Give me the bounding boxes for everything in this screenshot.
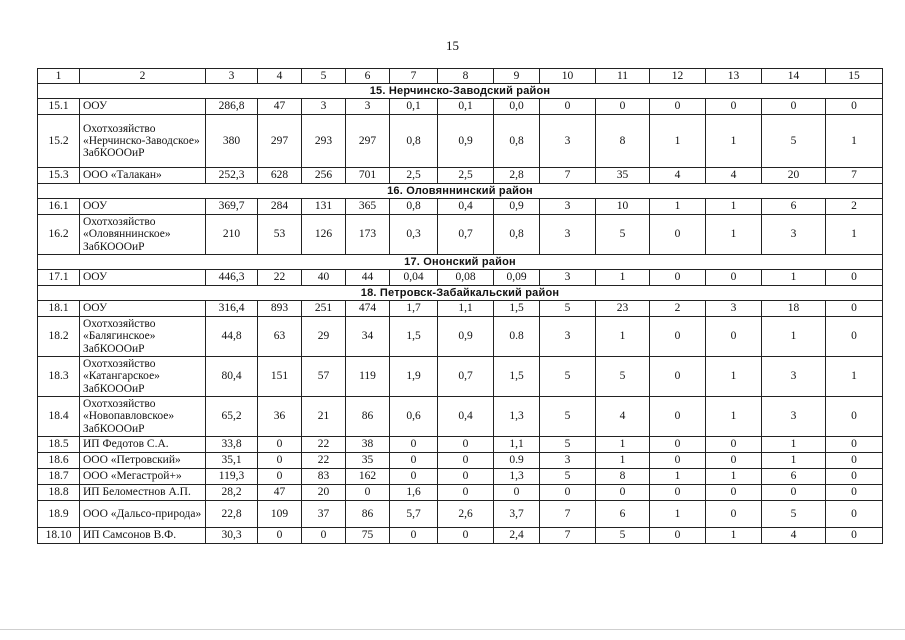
value-cell: 86 [346, 501, 390, 528]
value-cell: 0,8 [390, 199, 438, 215]
value-cell: 0,08 [438, 270, 494, 286]
value-cell: 3,7 [494, 501, 540, 528]
section-header-row [38, 255, 883, 270]
table-row [38, 528, 883, 544]
value-cell: 1 [596, 270, 650, 286]
header-cell: 5 [302, 69, 346, 84]
value-cell: 83 [302, 469, 346, 485]
section-header-row [38, 84, 883, 99]
value-cell: 20 [302, 485, 346, 501]
value-cell: 10 [596, 199, 650, 215]
value-cell: 0 [258, 469, 302, 485]
value-cell: 4 [596, 397, 650, 437]
value-cell: 1 [596, 437, 650, 453]
header-cell: 14 [762, 69, 826, 84]
value-cell: 297 [258, 115, 302, 168]
row-number-cell: 18.1 [38, 301, 80, 317]
value-cell: 3 [762, 357, 826, 397]
value-cell: 1 [706, 215, 762, 255]
data-table [37, 68, 883, 544]
value-cell: 0 [540, 485, 596, 501]
value-cell: 0 [826, 501, 883, 528]
value-cell: 0 [706, 501, 762, 528]
organization-name-cell: ООУ [80, 270, 206, 286]
value-cell: 0,0 [494, 99, 540, 115]
value-cell: 0 [650, 397, 706, 437]
value-cell: 5 [540, 397, 596, 437]
value-cell: 297 [346, 115, 390, 168]
header-cell: 3 [206, 69, 258, 84]
value-cell: 18 [762, 301, 826, 317]
value-cell: 1,6 [390, 485, 438, 501]
value-cell: 0 [762, 485, 826, 501]
value-cell: 474 [346, 301, 390, 317]
header-cell: 9 [494, 69, 540, 84]
value-cell: 75 [346, 528, 390, 544]
value-cell: 5,7 [390, 501, 438, 528]
value-cell: 1 [826, 215, 883, 255]
value-cell: 0 [596, 485, 650, 501]
value-cell: 1 [762, 453, 826, 469]
value-cell: 0.8 [494, 317, 540, 357]
value-cell: 0,1 [390, 99, 438, 115]
value-cell: 47 [258, 485, 302, 501]
table-row [38, 501, 883, 528]
value-cell: 0 [258, 437, 302, 453]
value-cell: 3 [540, 317, 596, 357]
value-cell: 0 [826, 528, 883, 544]
value-cell: 1 [826, 115, 883, 168]
organization-name-cell: Охотхозяйство «Оловяннинское» ЗабКОООиР [80, 215, 206, 255]
row-number-cell: 15.3 [38, 168, 80, 184]
value-cell: 2,4 [494, 528, 540, 544]
value-cell: 4 [762, 528, 826, 544]
value-cell: 0 [650, 437, 706, 453]
value-cell: 1 [706, 528, 762, 544]
value-cell: 86 [346, 397, 390, 437]
value-cell: 53 [258, 215, 302, 255]
header-cell: 8 [438, 69, 494, 84]
value-cell: 3 [540, 215, 596, 255]
value-cell: 109 [258, 501, 302, 528]
value-cell: 0 [826, 437, 883, 453]
table-row [38, 357, 883, 397]
value-cell: 7 [540, 168, 596, 184]
data-table-container [37, 68, 882, 544]
value-cell: 0 [650, 215, 706, 255]
value-cell: 0 [706, 99, 762, 115]
organization-name-cell: ООО «Дальсо-природа» [80, 501, 206, 528]
value-cell: 20 [762, 168, 826, 184]
value-cell: 0 [650, 357, 706, 397]
value-cell: 1,3 [494, 397, 540, 437]
value-cell: 0 [706, 485, 762, 501]
value-cell: 0 [826, 99, 883, 115]
table-row [38, 437, 883, 453]
value-cell: 3 [346, 99, 390, 115]
value-cell: 1 [596, 317, 650, 357]
table-row [38, 301, 883, 317]
section-title: 18. Петровск-Забайкальский район [38, 286, 883, 301]
value-cell: 0 [826, 317, 883, 357]
value-cell: 22 [258, 270, 302, 286]
value-cell: 0.9 [494, 453, 540, 469]
value-cell: 0,04 [390, 270, 438, 286]
section-header-row [38, 184, 883, 199]
row-number-cell: 15.2 [38, 115, 80, 168]
value-cell: 35 [346, 453, 390, 469]
value-cell: 0 [706, 437, 762, 453]
value-cell: 0 [706, 453, 762, 469]
value-cell: 5 [540, 357, 596, 397]
value-cell: 0 [438, 437, 494, 453]
value-cell: 0 [438, 469, 494, 485]
value-cell: 4 [706, 168, 762, 184]
value-cell: 3 [302, 99, 346, 115]
header-cell: 7 [390, 69, 438, 84]
value-cell: 0 [706, 270, 762, 286]
organization-name-cell: ИП Беломестнов А.П. [80, 485, 206, 501]
value-cell: 1 [650, 115, 706, 168]
table-row [38, 115, 883, 168]
value-cell: 1 [706, 199, 762, 215]
value-cell: 1,7 [390, 301, 438, 317]
value-cell: 1 [596, 453, 650, 469]
organization-name-cell: ООО «Мегастрой+» [80, 469, 206, 485]
value-cell: 1 [762, 437, 826, 453]
value-cell: 0 [390, 528, 438, 544]
value-cell: 2,8 [494, 168, 540, 184]
value-cell: 6 [762, 199, 826, 215]
row-number-cell: 15.1 [38, 99, 80, 115]
value-cell: 5 [540, 301, 596, 317]
header-cell: 13 [706, 69, 762, 84]
organization-name-cell: Охотхозяйство «Новопавловское» ЗабКОООиР [80, 397, 206, 437]
value-cell: 1,5 [494, 301, 540, 317]
header-cell: 10 [540, 69, 596, 84]
value-cell: 3 [540, 453, 596, 469]
value-cell: 57 [302, 357, 346, 397]
value-cell: 369,7 [206, 199, 258, 215]
value-cell: 44,8 [206, 317, 258, 357]
organization-name-cell: Охотхозяйство «Балягинское» ЗабКОООиР [80, 317, 206, 357]
value-cell: 21 [302, 397, 346, 437]
value-cell: 22,8 [206, 501, 258, 528]
value-cell: 151 [258, 357, 302, 397]
value-cell: 1 [650, 199, 706, 215]
value-cell: 131 [302, 199, 346, 215]
row-number-cell: 18.6 [38, 453, 80, 469]
row-number-cell: 18.10 [38, 528, 80, 544]
value-cell: 1 [650, 501, 706, 528]
value-cell: 6 [596, 501, 650, 528]
value-cell: 0 [438, 453, 494, 469]
value-cell: 35 [596, 168, 650, 184]
value-cell: 0,4 [438, 199, 494, 215]
value-cell: 47 [258, 99, 302, 115]
organization-name-cell: ООУ [80, 199, 206, 215]
value-cell: 365 [346, 199, 390, 215]
value-cell: 1 [706, 115, 762, 168]
value-cell: 316,4 [206, 301, 258, 317]
value-cell: 0 [650, 528, 706, 544]
row-number-cell: 18.4 [38, 397, 80, 437]
row-number-cell: 18.9 [38, 501, 80, 528]
table-row [38, 168, 883, 184]
table-row [38, 469, 883, 485]
value-cell: 65,2 [206, 397, 258, 437]
organization-name-cell: ООО «Талакан» [80, 168, 206, 184]
table-row [38, 99, 883, 115]
value-cell: 2 [826, 199, 883, 215]
value-cell: 0 [346, 485, 390, 501]
value-cell: 0,9 [494, 199, 540, 215]
table-row [38, 270, 883, 286]
row-number-cell: 18.5 [38, 437, 80, 453]
table-row [38, 453, 883, 469]
value-cell: 1,1 [438, 301, 494, 317]
page-bottom-rule [0, 629, 905, 630]
value-cell: 0 [650, 453, 706, 469]
value-cell: 1 [706, 469, 762, 485]
value-cell: 0 [650, 270, 706, 286]
value-cell: 0 [494, 485, 540, 501]
value-cell: 1,5 [390, 317, 438, 357]
value-cell: 0 [826, 397, 883, 437]
header-cell: 15 [826, 69, 883, 84]
value-cell: 0 [762, 99, 826, 115]
table-row [38, 215, 883, 255]
value-cell: 0 [826, 301, 883, 317]
value-cell: 8 [596, 469, 650, 485]
organization-name-cell: ООУ [80, 99, 206, 115]
value-cell: 210 [206, 215, 258, 255]
value-cell: 893 [258, 301, 302, 317]
table-row [38, 485, 883, 501]
value-cell: 7 [540, 528, 596, 544]
value-cell: 5 [540, 469, 596, 485]
value-cell: 0,7 [438, 215, 494, 255]
value-cell: 0,8 [390, 115, 438, 168]
value-cell: 0,8 [494, 115, 540, 168]
value-cell: 2,6 [438, 501, 494, 528]
value-cell: 0 [390, 453, 438, 469]
value-cell: 0,9 [438, 115, 494, 168]
organization-name-cell: ООО «Петровский» [80, 453, 206, 469]
page-number: 15 [446, 38, 459, 53]
value-cell: 5 [762, 115, 826, 168]
table-body [38, 69, 883, 544]
value-cell: 252,3 [206, 168, 258, 184]
value-cell: 0,8 [494, 215, 540, 255]
value-cell: 1,9 [390, 357, 438, 397]
organization-name-cell: ИП Федотов С.А. [80, 437, 206, 453]
value-cell: 0,7 [438, 357, 494, 397]
organization-name-cell: ООУ [80, 301, 206, 317]
value-cell: 7 [540, 501, 596, 528]
value-cell: 3 [540, 199, 596, 215]
value-cell: 2,5 [438, 168, 494, 184]
value-cell: 293 [302, 115, 346, 168]
value-cell: 701 [346, 168, 390, 184]
value-cell: 0 [302, 528, 346, 544]
value-cell: 28,2 [206, 485, 258, 501]
header-cell: 6 [346, 69, 390, 84]
value-cell: 0 [650, 485, 706, 501]
value-cell: 0 [650, 317, 706, 357]
value-cell: 2,5 [390, 168, 438, 184]
value-cell: 0 [706, 317, 762, 357]
value-cell: 173 [346, 215, 390, 255]
value-cell: 5 [540, 437, 596, 453]
row-number-cell: 18.2 [38, 317, 80, 357]
header-cell: 11 [596, 69, 650, 84]
value-cell: 3 [540, 270, 596, 286]
value-cell: 3 [706, 301, 762, 317]
table-row [38, 397, 883, 437]
value-cell: 0 [650, 99, 706, 115]
value-cell: 80,4 [206, 357, 258, 397]
value-cell: 1 [762, 317, 826, 357]
value-cell: 63 [258, 317, 302, 357]
value-cell: 3 [762, 397, 826, 437]
row-number-cell: 18.7 [38, 469, 80, 485]
row-number-cell: 16.2 [38, 215, 80, 255]
header-cell: 12 [650, 69, 706, 84]
value-cell: 0 [826, 469, 883, 485]
value-cell: 1 [706, 357, 762, 397]
value-cell: 0,4 [438, 397, 494, 437]
value-cell: 1 [762, 270, 826, 286]
value-cell: 0,6 [390, 397, 438, 437]
section-header-row [38, 286, 883, 301]
row-number-cell: 18.3 [38, 357, 80, 397]
value-cell: 7 [826, 168, 883, 184]
value-cell: 0 [826, 453, 883, 469]
value-cell: 0 [540, 99, 596, 115]
value-cell: 446,3 [206, 270, 258, 286]
value-cell: 628 [258, 168, 302, 184]
value-cell: 6 [762, 469, 826, 485]
value-cell: 0 [826, 270, 883, 286]
value-cell: 0 [258, 453, 302, 469]
value-cell: 23 [596, 301, 650, 317]
value-cell: 3 [540, 115, 596, 168]
value-cell: 0 [438, 528, 494, 544]
header-cell: 1 [38, 69, 80, 84]
value-cell: 1 [650, 469, 706, 485]
organization-name-cell: Охотхозяйство «Нерчинско-Заводское» ЗабКОООиР [80, 115, 206, 168]
value-cell: 0 [438, 485, 494, 501]
value-cell: 5 [762, 501, 826, 528]
value-cell: 126 [302, 215, 346, 255]
value-cell: 0,3 [390, 215, 438, 255]
value-cell: 1 [826, 357, 883, 397]
table-row [38, 317, 883, 357]
row-number-cell: 17.1 [38, 270, 80, 286]
value-cell: 8 [596, 115, 650, 168]
table-header-row [38, 69, 883, 84]
value-cell: 1 [706, 397, 762, 437]
value-cell: 0,1 [438, 99, 494, 115]
table-row [38, 199, 883, 215]
value-cell: 284 [258, 199, 302, 215]
value-cell: 30,3 [206, 528, 258, 544]
value-cell: 5 [596, 215, 650, 255]
value-cell: 0 [390, 437, 438, 453]
value-cell: 0 [258, 528, 302, 544]
value-cell: 162 [346, 469, 390, 485]
value-cell: 22 [302, 453, 346, 469]
organization-name-cell: ИП Самсонов В.Ф. [80, 528, 206, 544]
row-number-cell: 16.1 [38, 199, 80, 215]
value-cell: 256 [302, 168, 346, 184]
value-cell: 1,1 [494, 437, 540, 453]
value-cell: 0 [390, 469, 438, 485]
value-cell: 1,3 [494, 469, 540, 485]
value-cell: 34 [346, 317, 390, 357]
value-cell: 5 [596, 528, 650, 544]
organization-name-cell: Охотхозяйство «Катангарское» ЗабКОООиР [80, 357, 206, 397]
value-cell: 29 [302, 317, 346, 357]
section-title: 16. Оловяннинский район [38, 184, 883, 199]
value-cell: 1,5 [494, 357, 540, 397]
value-cell: 0 [826, 485, 883, 501]
header-cell: 4 [258, 69, 302, 84]
value-cell: 3 [762, 215, 826, 255]
value-cell: 38 [346, 437, 390, 453]
value-cell: 44 [346, 270, 390, 286]
value-cell: 40 [302, 270, 346, 286]
value-cell: 119,3 [206, 469, 258, 485]
value-cell: 4 [650, 168, 706, 184]
value-cell: 5 [596, 357, 650, 397]
value-cell: 119 [346, 357, 390, 397]
value-cell: 286,8 [206, 99, 258, 115]
section-title: 17. Ононский район [38, 255, 883, 270]
section-title: 15. Нерчинско-Заводский район [38, 84, 883, 99]
value-cell: 22 [302, 437, 346, 453]
value-cell: 251 [302, 301, 346, 317]
value-cell: 2 [650, 301, 706, 317]
value-cell: 0,09 [494, 270, 540, 286]
value-cell: 0,9 [438, 317, 494, 357]
header-cell: 2 [80, 69, 206, 84]
value-cell: 36 [258, 397, 302, 437]
row-number-cell: 18.8 [38, 485, 80, 501]
value-cell: 35,1 [206, 453, 258, 469]
value-cell: 0 [596, 99, 650, 115]
value-cell: 33,8 [206, 437, 258, 453]
value-cell: 37 [302, 501, 346, 528]
value-cell: 380 [206, 115, 258, 168]
